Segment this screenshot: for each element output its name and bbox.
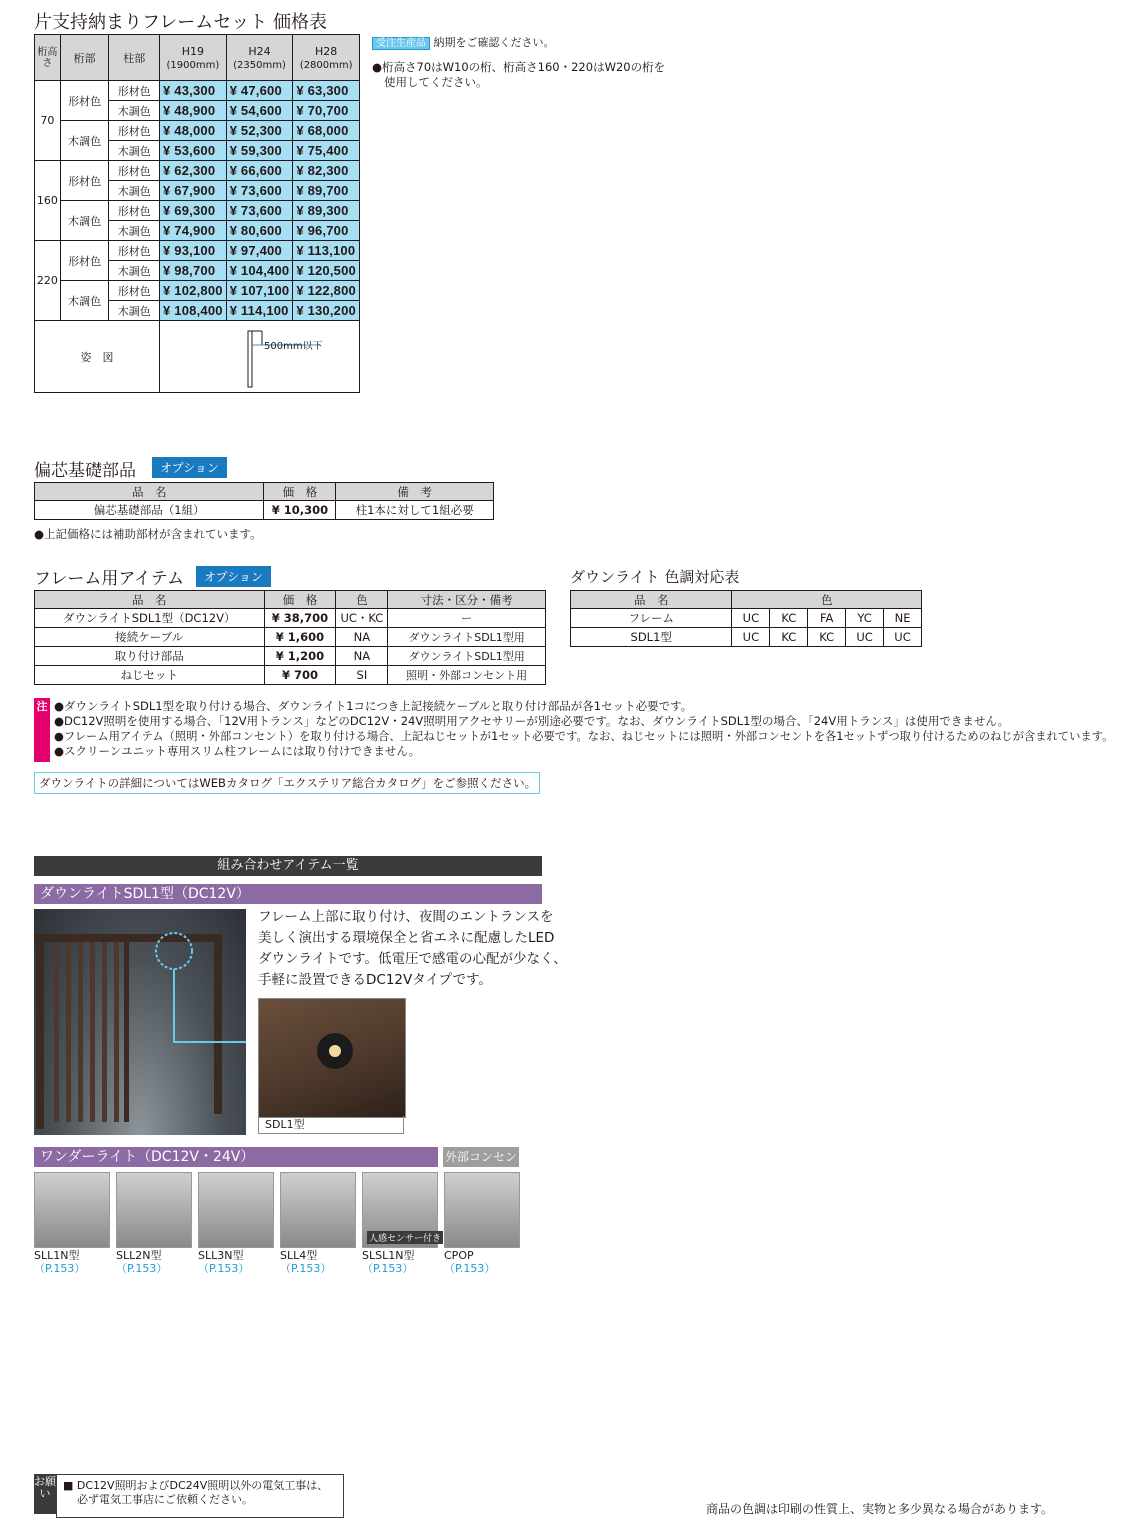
note-line: ●フレーム用アイテム（照明・外部コンセント）を取り付ける場合、上記ねじセットが1セット必要です。なお、ねじセットには照明・外部コンセントを各1セットずつ取り付けるためのねじが含まれています。 [54,730,1114,743]
sll3n-caption [198,1249,249,1275]
item-page[interactable]: （P.153） [116,1262,168,1275]
price-row [35,121,360,141]
post-color-cell: 形材色 [109,201,160,221]
post-color-cell: 木調色 [109,101,160,121]
request-box [56,1474,344,1518]
price-cell: ¥ 70,700 [293,101,360,121]
frame-illustration [34,909,246,1135]
outlet-title: 外部コンセン [443,1147,519,1167]
color-header: 品 名 [571,591,732,609]
color-cell: YC [846,609,884,628]
price-cell: ¥ 75,400 [293,141,360,161]
price-cell: ¥ 120,500 [293,261,360,281]
color-row [571,609,922,628]
post-color-cell: 形材色 [109,121,160,141]
note-line: ●スクリーンユニット専用スリム柱フレームには取り付けできません。 [54,744,421,758]
item-name: CPOP [444,1249,474,1262]
price-cell: ¥ 113,100 [293,241,360,261]
order-badge: 受注生産品 [372,37,430,50]
foundation-table [34,482,494,520]
price-cell: ¥ 52,300 [226,121,293,141]
frame-items-title: フレーム用アイテム [34,569,184,589]
price-cell: ¥ 80,600 [226,221,293,241]
frame-items-header: 寸法・区分・備考 [388,591,546,609]
price-cell: ¥ 93,100 [160,241,227,261]
frame-items-table [34,590,546,685]
post-color-cell: 形材色 [109,161,160,181]
frame-item-cell: ダウンライトSDL1型用 [388,647,546,666]
price-cell: ¥ 53,600 [160,141,227,161]
header-h19 [160,35,227,81]
side-note-line: ●桁高さ70はW10の桁、桁高さ160・220はW20の桁を [372,60,666,74]
foundation-note: ●上記価格には補助部材が含まれています。 [34,527,262,541]
note-line: ●DC12V照明を使用する場合、「12V用トランス」などのDC12V・24V照明用アクセサリーが別途必要です。なお、ダウンライトSDL1型の場合、「24V用トランス」は使用できません。 [54,714,1010,728]
price-cell: ¥ 130,200 [293,301,360,321]
slsl1n-caption [362,1249,414,1275]
desc-line: 手軽に設置できるDC12Vタイプです。 [258,972,492,988]
price-cell: ¥ 89,300 [293,201,360,221]
frame-item-cell: ¥ 38,700 [264,609,336,628]
price-row [35,81,360,101]
color-cell: NE [884,609,922,628]
notes-badge: 注 [34,698,50,762]
beam-color-cell: 形材色 [60,161,109,201]
downlight-desc [258,907,567,991]
item-page[interactable]: （P.153） [34,1262,86,1275]
frame-item-cell: NA [336,628,388,647]
frame-item-cell: ー [388,609,546,628]
frame-items-header: 価 格 [264,591,336,609]
frame-item-cell: ダウンライトSDL1型（DC12V） [35,609,265,628]
color-cell: UC [846,628,884,647]
figure-cell [160,321,360,393]
frame-item-row [35,628,546,647]
price-table [34,34,360,393]
frame-items-header: 品 名 [35,591,265,609]
price-row [35,281,360,301]
header-h24 [226,35,293,81]
price-cell: ¥ 97,400 [226,241,293,261]
color-cell: FA [808,609,846,628]
color-cell: KC [770,609,808,628]
frame-item-cell: UC・KC [336,609,388,628]
combo-title: 組み合わせアイテム一覧 [34,856,542,876]
sll4-thumbnail[interactable] [280,1172,356,1248]
header-height: 桁高さ [35,35,61,81]
desc-line: フレーム上部に取り付け、夜間のエントランスを [258,909,554,925]
frame-item-cell: ねじセット [35,666,265,685]
item-page[interactable]: （P.153） [198,1262,250,1275]
price-cell: ¥ 48,000 [160,121,227,141]
sll4-caption [280,1249,331,1275]
wonder-light-title: ワンダーライト（DC12V・24V） [34,1147,438,1167]
header-beam: 桁部 [60,35,109,81]
side-note-line: 使用してください。 [384,75,488,89]
request-line: ■ DC12V照明およびDC24V照明以外の電気工事は、 [63,1479,329,1492]
post-color-cell: 形材色 [109,241,160,261]
downlight-illustration [259,999,405,1117]
beam-height-cell: 220 [35,241,61,321]
order-note: 納期をご確認ください。 [433,36,555,49]
color-cell: KC [808,628,846,647]
price-cell: ¥ 66,600 [226,161,293,181]
price-cell: ¥ 122,800 [293,281,360,301]
sdl1-label: SDL1型 [258,1116,404,1134]
order-note-line [372,34,555,50]
beam-color-cell: 木調色 [60,281,109,321]
price-cell: ¥ 59,300 [226,141,293,161]
foundation-header: 価 格 [264,483,336,501]
price-cell: ¥ 102,800 [160,281,227,301]
item-page[interactable]: （P.153） [444,1262,496,1275]
frame-photo [34,909,246,1135]
web-note: ダウンライトの詳細についてはWEBカタログ「エクステリア総合カタログ」をご参照ください。 [34,772,540,794]
price-cell: ¥ 47,600 [226,81,293,101]
item-name: SLL3N型 [198,1249,244,1262]
color-table-title: ダウンライト 色調対応表 [570,568,740,586]
figure-note: 500mm以下 [264,341,323,352]
price-cell: ¥ 82,300 [293,161,360,181]
request-badge: お願い [34,1474,56,1514]
price-cell: ¥ 74,900 [160,221,227,241]
frame-item-cell: 接続ケーブル [35,628,265,647]
desc-line: 美しく演出する環境保全と省エネに配慮したLED [258,930,555,946]
price-cell: ¥ 114,100 [226,301,293,321]
foundation-title: 偏芯基礎部品 [34,461,136,481]
sdl1-photo [258,998,406,1118]
item-name: SLL4型 [280,1249,318,1262]
header-h24-label: H24 [248,44,271,58]
foundation-cell: 柱1本に対して1組必要 [336,501,494,520]
frame-item-cell: ¥ 1,200 [264,647,336,666]
price-cell: ¥ 43,300 [160,81,227,101]
price-cell: ¥ 63,300 [293,81,360,101]
beam-color-cell: 形材色 [60,241,109,281]
item-page[interactable]: （P.153） [280,1262,332,1275]
color-row [571,628,922,647]
item-page[interactable]: （P.153） [362,1262,414,1275]
price-cell: ¥ 68,000 [293,121,360,141]
cpop-thumbnail[interactable] [444,1172,520,1248]
page-title: 片支持納まりフレームセット 価格表 [34,12,327,33]
header-h28-label: H28 [315,44,338,58]
foundation-option-badge: オプション [152,457,227,478]
price-cell: ¥ 107,100 [226,281,293,301]
item-name: SLSL1N型 [362,1249,415,1262]
footer-note: 商品の色調は印刷の性質上、実物と多少異なる場合があります。 [706,1502,1054,1516]
frame-item-cell: SI [336,666,388,685]
sll2n-thumbnail[interactable] [116,1172,192,1248]
beam-color-cell: 木調色 [60,201,109,241]
frame-item-cell: ¥ 1,600 [264,628,336,647]
slsl1n-thumbnail[interactable] [362,1172,442,1248]
color-cell: KC [770,628,808,647]
frame-item-row [35,609,546,628]
price-row [35,201,360,221]
foundation-cell: ¥ 10,300 [264,501,336,520]
beam-color-cell: 木調色 [60,121,109,161]
color-cell: UC [884,628,922,647]
color-cell: UC [732,628,770,647]
desc-line: ダウンライトです。低電圧で感電の心配が少なく、 [258,951,567,967]
frame-item-row [35,666,546,685]
item-name: SLL1N型 [34,1249,80,1262]
price-row [35,241,360,261]
downlight-title: ダウンライトSDL1型（DC12V） [34,884,542,904]
price-cell: ¥ 67,900 [160,181,227,201]
frame-items-header: 色 [336,591,388,609]
post-color-cell: 形材色 [109,281,160,301]
price-cell: ¥ 96,700 [293,221,360,241]
color-cell: フレーム [571,609,732,628]
header-h24-sub: (2350mm) [233,59,286,71]
price-row [35,161,360,181]
request-line: 必ず電気工事店にご依頼ください。 [77,1493,253,1506]
frame-item-cell: 照明・外部コンセント用 [388,666,546,685]
price-cell: ¥ 48,900 [160,101,227,121]
price-cell: ¥ 108,400 [160,301,227,321]
price-cell: ¥ 98,700 [160,261,227,281]
price-cell: ¥ 104,400 [226,261,293,281]
post-color-cell: 木調色 [109,181,160,201]
header-h19-sub: (1900mm) [166,59,220,71]
price-cell: ¥ 69,300 [160,201,227,221]
sll1n-thumbnail[interactable] [34,1172,110,1248]
note-line: ●ダウンライトSDL1型を取り付ける場合、ダウンライト1コにつき上記接続ケーブルと取り付け部品が各1セット必要です。 [54,699,693,713]
frame-item-cell: ダウンライトSDL1型用 [388,628,546,647]
color-header: 色 [732,591,922,609]
foundation-cell: 偏芯基礎部品（1組） [35,501,264,520]
notes [54,699,1113,759]
post-color-cell: 形材色 [109,81,160,101]
price-cell: ¥ 73,600 [226,201,293,221]
sensor-label: 人感センサー付き [367,1231,443,1244]
frame-items-option-badge: オプション [196,566,271,587]
header-h28-sub: (2800mm) [299,59,353,71]
post-color-cell: 木調色 [109,221,160,241]
header-h28 [293,35,360,81]
header-post: 柱部 [109,35,160,81]
figure-label: 姿 図 [35,321,160,393]
price-cell: ¥ 62,300 [160,161,227,181]
beam-height-cell: 160 [35,161,61,241]
header-h19-label: H19 [181,44,204,58]
foundation-header: 品 名 [35,483,264,501]
frame-item-row [35,647,546,666]
color-cell: SDL1型 [571,628,732,647]
price-cell: ¥ 73,600 [226,181,293,201]
color-table [570,590,922,647]
frame-item-cell: 取り付け部品 [35,647,265,666]
sll2n-caption [116,1249,167,1275]
post-color-cell: 木調色 [109,301,160,321]
post-diagram [240,325,360,391]
item-name: SLL2N型 [116,1249,162,1262]
cpop-caption [444,1249,495,1275]
beam-color-cell: 形材色 [60,81,109,121]
sll1n-caption [34,1249,85,1275]
price-cell: ¥ 54,600 [226,101,293,121]
beam-height-cell: 70 [35,81,61,161]
price-cell: ¥ 89,700 [293,181,360,201]
sll3n-thumbnail[interactable] [198,1172,274,1248]
post-color-cell: 木調色 [109,261,160,281]
post-color-cell: 木調色 [109,141,160,161]
color-cell: UC [732,609,770,628]
side-notes [372,60,665,90]
foundation-header: 備 考 [336,483,494,501]
frame-item-cell: ¥ 700 [264,666,336,685]
frame-item-cell: NA [336,647,388,666]
